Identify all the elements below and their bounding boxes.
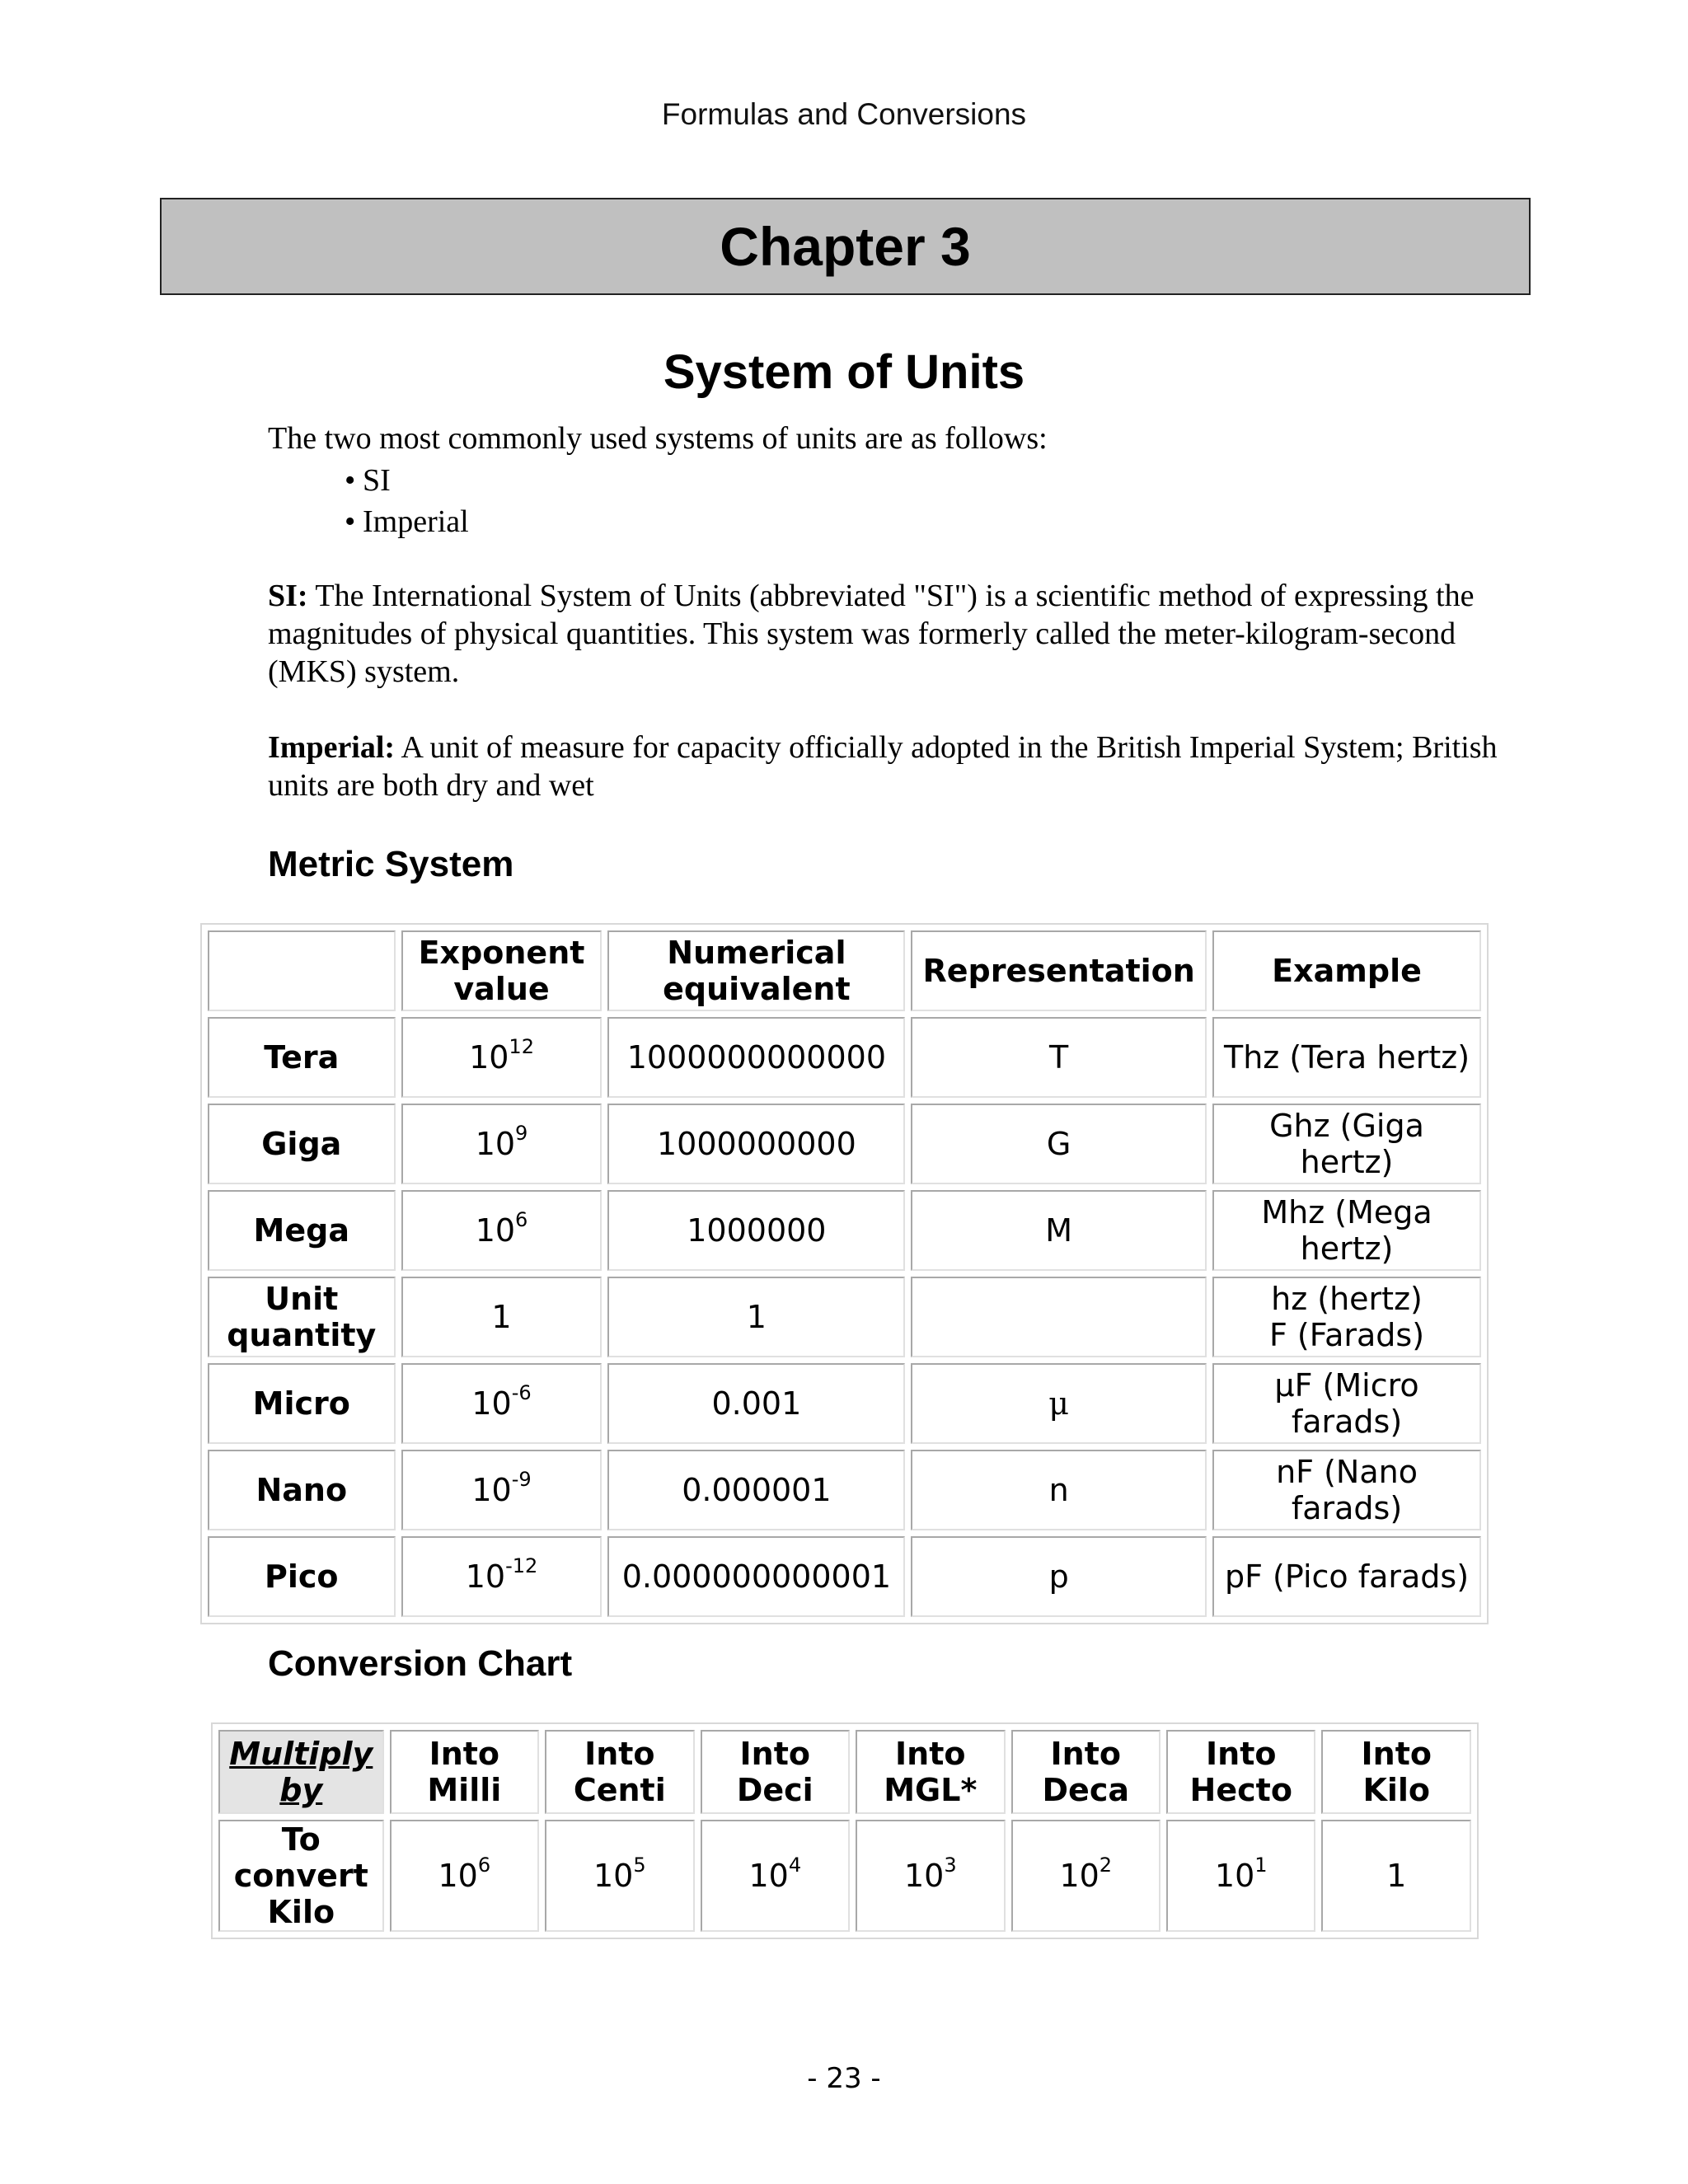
table-row [208,1450,1481,1530]
numeric-cell: 1000000 [607,1190,905,1271]
table-row [208,1017,1481,1098]
column-header: Into Hecto [1166,1730,1315,1814]
symbol-cell: M [911,1190,1207,1271]
symbol-cell: μ [911,1363,1207,1444]
prefix-cell: Tera [208,1017,396,1098]
metric-table [200,923,1489,1624]
factor-cell: $10^6$ [390,1820,539,1932]
prefix-cell: Mega [208,1190,396,1271]
multiply-by-header: Multiply by [218,1730,384,1814]
example-cell: nF (Nano farads) [1212,1450,1481,1530]
symbol-cell [911,1277,1207,1357]
si-term: SI: [268,579,308,613]
section-title: System of Units [663,345,1025,399]
example-cell: Mhz (Mega hertz) [1212,1190,1481,1271]
example-cell: μF (Micro farads) [1212,1363,1481,1444]
exponent-cell: $10^{12}$ [401,1017,603,1098]
factor-cell: $10^3$ [856,1820,1005,1932]
exponent-cell: $10^9$ [401,1104,603,1184]
prefix-cell: Micro [208,1363,396,1444]
prefix-cell: Giga [208,1104,396,1184]
numeric-cell: 0.001 [607,1363,905,1444]
factor-cell: $10^4$ [701,1820,850,1932]
column-header: Example [1212,930,1481,1011]
column-header: Into MGL* [856,1730,1005,1814]
table-row [218,1820,1471,1932]
list-item [345,501,469,542]
exponent-cell: $10^{-12}$ [401,1536,603,1617]
factor-cell: $10^1$ [1166,1820,1315,1932]
conversion-table [211,1722,1479,1939]
si-definition [268,577,1521,691]
prefix-cell: Nano [208,1450,396,1530]
numeric-cell: 1000000000000 [607,1017,905,1098]
example-cell: Ghz (Giga hertz) [1212,1104,1481,1184]
table-row [208,1536,1481,1617]
symbol-cell: n [911,1450,1207,1530]
imperial-term: Imperial: [268,730,396,765]
exponent-cell: 1 [401,1277,603,1357]
exponent-cell: $10^{-9}$ [401,1450,603,1530]
table-row [208,1363,1481,1444]
exponent-cell: $10^{-6}$ [401,1363,603,1444]
example-cell: hz (hertz) F (Farads) [1212,1277,1481,1357]
factor-cell: $10^2$ [1011,1820,1160,1932]
table-row [208,1277,1481,1357]
exponent-cell: $10^6$ [401,1190,603,1271]
numeric-cell: 1000000000 [607,1104,905,1184]
column-header: Exponent value [401,930,603,1011]
table-header-row [218,1730,1471,1814]
column-header: Representation [911,930,1207,1011]
si-text: The International System of Units (abbreviated "SI") is a scientific method of expressing the magnitudes of physical quantities. This system was formerly called the meter-kilogram-second (MKS) system. [268,579,1475,689]
numeric-cell: 0.000001 [607,1450,905,1530]
chapter-banner [160,198,1531,295]
symbol-cell: p [911,1536,1207,1617]
list-item [345,460,469,501]
list-item-label: SI [363,463,391,498]
row-header: To convert Kilo [218,1820,384,1932]
example-cell: pF (Pico farads) [1212,1536,1481,1617]
systems-list [345,460,469,542]
imperial-definition [268,729,1521,804]
symbol-cell: T [911,1017,1207,1098]
factor-cell: 1 [1321,1820,1471,1932]
table-row [208,1104,1481,1184]
symbol-cell: G [911,1104,1207,1184]
column-header: Numerical equivalent [607,930,905,1011]
metric-heading: Metric System [268,844,514,884]
bullet-icon: • [345,463,356,498]
table-header-row [208,930,1481,1011]
column-header: Into Deci [701,1730,850,1814]
numeric-cell: 0.000000000001 [607,1536,905,1617]
intro-text: The two most commonly used systems of units are as follows: [268,421,1048,456]
chapter-label: Chapter 3 [720,216,971,277]
table-row [208,1190,1481,1271]
page-number: - 23 - [807,2062,881,2095]
example-cell: Thz (Tera hertz) [1212,1017,1481,1098]
column-header: Into Centi [545,1730,694,1814]
bullet-icon: • [345,504,356,539]
prefix-cell: Pico [208,1536,396,1617]
numeric-cell: 1 [607,1277,905,1357]
column-header: Into Milli [390,1730,539,1814]
running-header: Formulas and Conversions [661,97,1027,131]
column-header: Into Deca [1011,1730,1160,1814]
list-item-label: Imperial [363,504,469,539]
column-header [208,930,396,1011]
factor-cell: $10^5$ [545,1820,694,1932]
prefix-cell: Unit quantity [208,1277,396,1357]
conversion-heading: Conversion Chart [268,1643,573,1684]
imperial-text: A unit of measure for capacity officially adopted in the British Imperial System; British units are both dry and wet [268,730,1498,803]
column-header: Into Kilo [1321,1730,1471,1814]
